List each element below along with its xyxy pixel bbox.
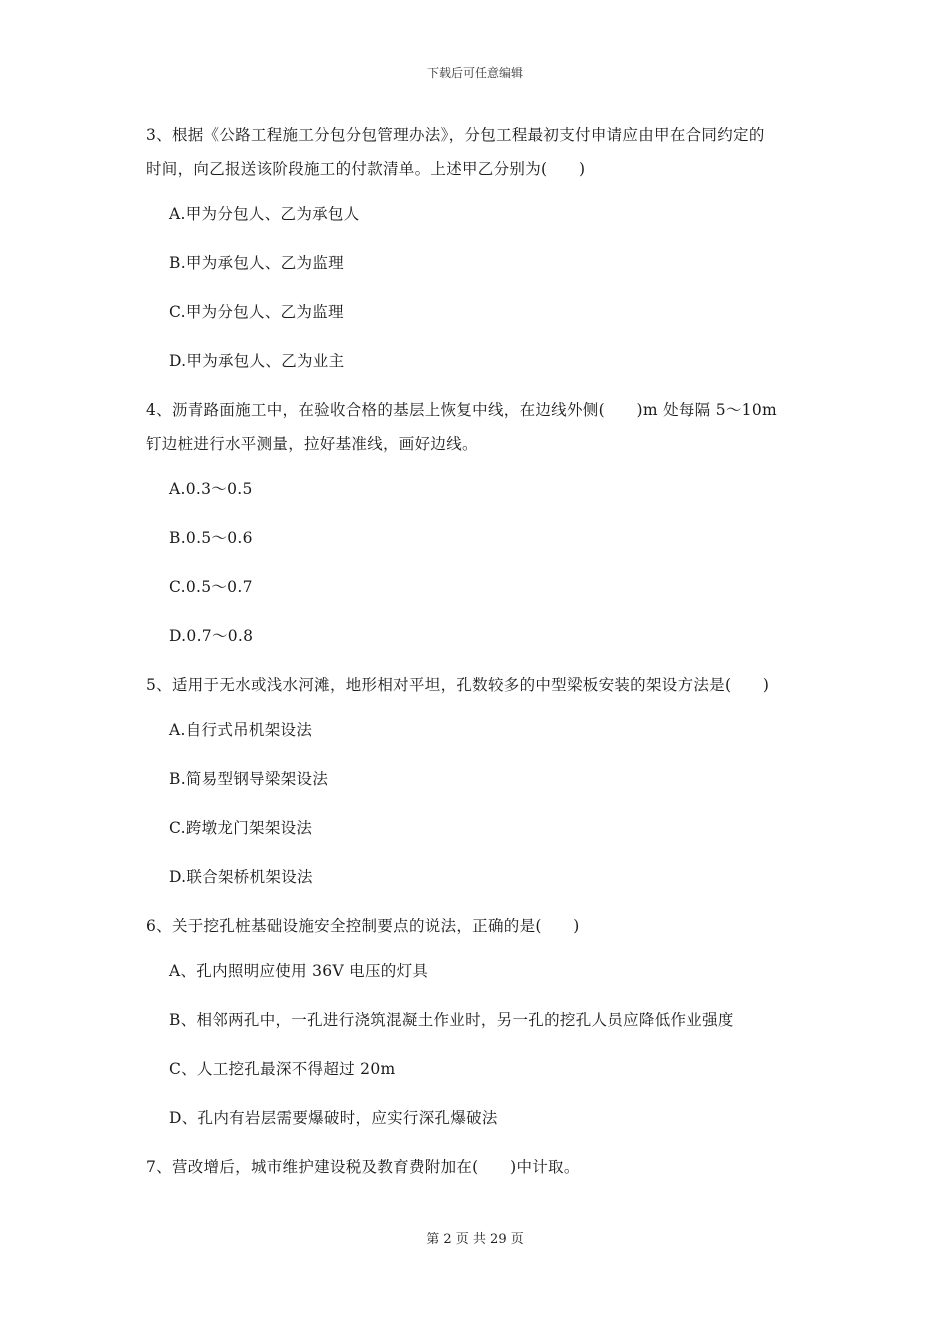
option-d: D.联合架桥机架设法 — [169, 868, 313, 886]
question-7 — [146, 1150, 814, 1184]
question-stem — [146, 1150, 814, 1184]
option-a: A.甲为分包人、乙为承包人 — [169, 205, 360, 223]
option-d: D、孔内有岩层需要爆破时，应实行深孔爆破法 — [169, 1109, 498, 1127]
question-4 — [146, 393, 814, 653]
option-b: B.0.5～0.6 — [169, 529, 253, 547]
stem-line: 钉边桩进行水平测量，拉好基准线，画好边线。 — [146, 435, 478, 453]
option-a: A、孔内照明应使用 36V 电压的灯具 — [169, 962, 429, 980]
stem-line: 3、根据《公路工程施工分包分包管理办法》，分包工程最初支付申请应由甲在合同约定的 — [146, 126, 765, 144]
page-number: 第 2 页 共 29 页 — [426, 1232, 524, 1247]
question-3 — [146, 118, 814, 378]
question-list — [146, 118, 814, 1195]
option-b: B、相邻两孔中，一孔进行浇筑混凝土作业时，另一孔的挖孔人员应降低作业强度 — [169, 1011, 734, 1029]
question-5 — [146, 668, 814, 894]
option-a: A.自行式吊机架设法 — [169, 721, 313, 739]
option-d: D.0.7～0.8 — [169, 627, 254, 645]
stem-line: 5、适用于无水或浅水河滩，地形相对平坦，孔数较多的中型梁板安装的架设方法是( ) — [146, 676, 770, 694]
stem-line: 4、沥青路面施工中，在验收合格的基层上恢复中线，在边线外侧( )m 处每隔 5～10m — [146, 401, 777, 419]
option-c: C、人工挖孔最深不得超过 20m — [169, 1060, 396, 1078]
option-b: B.甲为承包人、乙为监理 — [169, 254, 344, 272]
option-a: A.0.3～0.5 — [169, 480, 253, 498]
option-c: C.甲为分包人、乙为监理 — [169, 303, 344, 321]
question-stem — [146, 909, 814, 943]
option-b: B.简易型钢导梁架设法 — [169, 770, 329, 788]
question-6 — [146, 909, 814, 1135]
question-stem — [146, 118, 814, 186]
question-stem — [146, 668, 814, 702]
stem-line: 6、关于挖孔桩基础设施安全控制要点的说法，正确的是( ) — [146, 917, 580, 935]
option-c: C.0.5～0.7 — [169, 578, 253, 596]
stem-line: 7、营改增后，城市维护建设税及教育费附加在( )中计取。 — [146, 1158, 580, 1176]
page-header: 下载后可任意编辑 — [426, 66, 523, 80]
question-stem — [146, 393, 814, 461]
option-d: D.甲为承包人、乙为业主 — [169, 352, 345, 370]
option-c: C.跨墩龙门架架设法 — [169, 819, 313, 837]
stem-line: 时间，向乙报送该阶段施工的付款清单。上述甲乙分别为( ) — [146, 160, 586, 178]
